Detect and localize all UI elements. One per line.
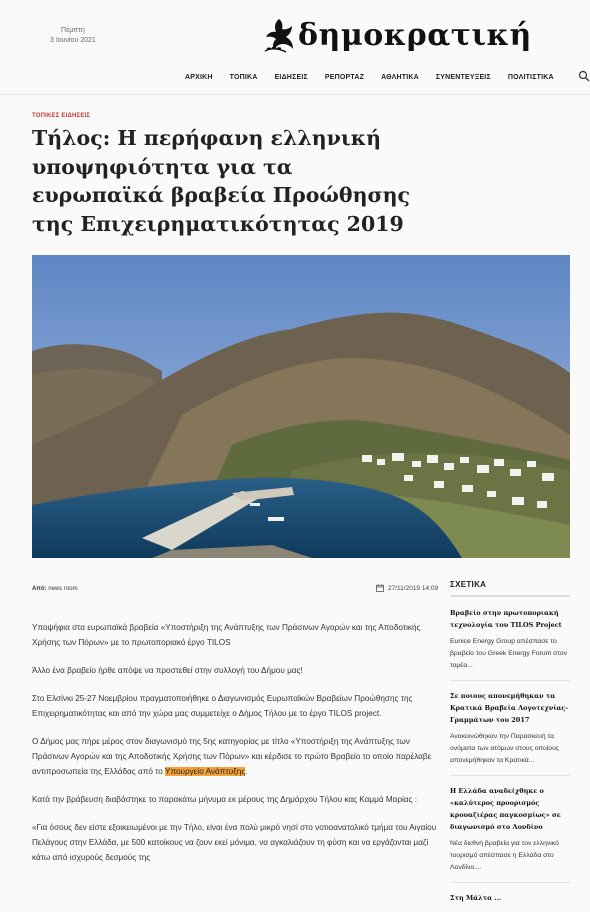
related-item-title[interactable]: Η Ελλάδα αναδείχθηκε ο «καλύτερος προορισμός κρουαζιέρας παγκοσμίως» σε διαγωνισμό στο Λονδίνο: [450, 787, 561, 831]
calendar-icon: [376, 584, 384, 592]
article-paragraph-2: Άλλο ένα βραβείο ήρθε απόψε να προστεθεί στην συλλογή του Δήμου μας!: [32, 666, 303, 675]
related-item[interactable]: [450, 892, 570, 912]
nav-item-sports[interactable]: ΑΘΛΗΤΙΚΑ: [381, 73, 419, 81]
header-day: Πέμπτη: [61, 27, 85, 34]
article-paragraph-4: [32, 734, 437, 779]
timestamp-value: 27/11/2019 14:09: [388, 584, 439, 592]
ministry-link[interactable]: Υπουργείο Ανάπτυξης: [164, 767, 246, 776]
search-icon[interactable]: [578, 70, 590, 82]
article-paragraph-3: Στο Ελσίνκι 25-27 Νοεμβρίου πραγματοποιήθηκε ο Διαγωνισμός Ευρωπαϊκών Βραβείων Προώθησης της Επιχειρηματικότητας και από την χώρα μας συμμετείχε ο Δήμος Τήλου με το έργο TILOS project.: [32, 694, 413, 718]
article-paragraph-5: Κατά την βράβευση διαβάστηκε το παρακάτω μήνυμα εκ μέρους της Δημάρχου Τήλου κας Καμμά Μαρίας :: [32, 795, 418, 804]
logo-wordmark: δημοκρατική: [298, 18, 532, 53]
related-item-excerpt: Eunice Energy Group απέσπασε το βραβείο του Greek Energy Forum στον τομέα...: [450, 638, 568, 669]
article-body: [32, 620, 437, 878]
byline-label: Από:: [32, 586, 47, 592]
byline-author: news room: [48, 586, 78, 592]
related-item-title[interactable]: Στη Μάλτα ...: [450, 894, 502, 902]
paragraph-4-text: Ο Δήμος μας πήρε μέρος στον διαγωνισμό της 5ης κατηγορίας με τίτλο «Υποστήριξη της Ανάπτυξης των Πράσινων Αγορών και της Αποδοτικής Χρήσης των Πόρων» και κέρδισε το πρώτο Βραβείο το οποίο παρέλαβε αντιπροσωπεία της Ελλάδας από το: [32, 737, 432, 776]
main-nav: [185, 70, 590, 84]
header-divider: [0, 94, 590, 95]
paragraph-4-end: .: [245, 767, 248, 776]
article-category[interactable]: ΤΟΠΙΚΕΣ ΕΙΔΗΣΕΙΣ: [32, 113, 91, 119]
nav-item-local[interactable]: ΤΟΠΙΚΑ: [229, 73, 258, 81]
header-date: [50, 26, 96, 46]
article-paragraph-6: «Για όσους δεν είστε εξοικειωμένοι με την Τήλο, είναι ένα πολύ μικρό νησί στο νοτιοανατολικό τμήμα του Αιγαίου Πελάγους στην Ελλάδα, με 500 κατοίκους να ζουν εκεί μόνιμα, να αγκαλιάζουν τη φύση και να εργάζονται μαζί κάτω από ισχυρούς δεσμούς της: [32, 823, 437, 862]
article-paragraph-1: Υποψήφια στα ευρωπαϊκά βραβεία «Υποστήριξη της Ανάπτυξης των Πράσινων Αγορών και της Αποδοτικής Χρήσης των Πόρων» με το πρωτοποριακό έργο TILOS: [32, 623, 421, 647]
nav-item-home[interactable]: ΑΡΧΙΚΗ: [185, 73, 213, 81]
site-logo[interactable]: [262, 16, 532, 56]
related-item[interactable]: [450, 690, 570, 776]
article-timestamp: [376, 584, 438, 592]
dove-olive-icon: [262, 16, 296, 56]
nav-item-culture[interactable]: ΠΟΛΙΤΙΣΤΙΚΑ: [507, 73, 554, 81]
related-item-excerpt: Νέα διεθνή βραβεία για τον ελληνικό τουρισμό απέσπασε η Ελλάδα στο Λονδίνο....: [450, 840, 559, 871]
related-item[interactable]: [450, 785, 570, 883]
article-title: Τήλος: Η περήφανη ελληνική υποψηφιότητα για τα ευρωπαϊκά βραβεία Προώθησης της Επιχειρηματικότητας 2019: [32, 126, 411, 236]
related-item-title[interactable]: Σε ποιους απονεμήθηκαν τα Κρατικά Βραβεία Λογοτεχνίας-Γραμμάτων του 2017: [450, 692, 569, 724]
header-date-value: 3 Ιουνίου 2021: [50, 37, 96, 44]
related-heading: ΣΧΕΤΙΚΑ: [450, 580, 570, 597]
related-item-excerpt: Ανακοινώθηκαν την Παρασκευή τα ονόματα των ατόμων στους οποίους απονεμήθηκαν τα Κρατικά...: [450, 733, 560, 764]
nav-item-reportage[interactable]: ΡΕΠΟΡΤΑΖ: [324, 73, 365, 81]
related-sidebar: [450, 580, 570, 912]
related-item-title[interactable]: Βραβείο στην πρωτοποριακή τεχνολογία του TILOS Project: [450, 609, 562, 629]
nav-item-news[interactable]: ΕΙΔΗΣΕΙΣ: [274, 73, 308, 81]
nav-item-interviews[interactable]: ΣΥΝΕΝΤΕΥΞΕΙΣ: [435, 73, 491, 81]
article-byline: [32, 586, 78, 592]
article-hero-image: [32, 255, 570, 558]
related-item[interactable]: [450, 607, 570, 681]
island-harbor-photo: [32, 255, 570, 558]
